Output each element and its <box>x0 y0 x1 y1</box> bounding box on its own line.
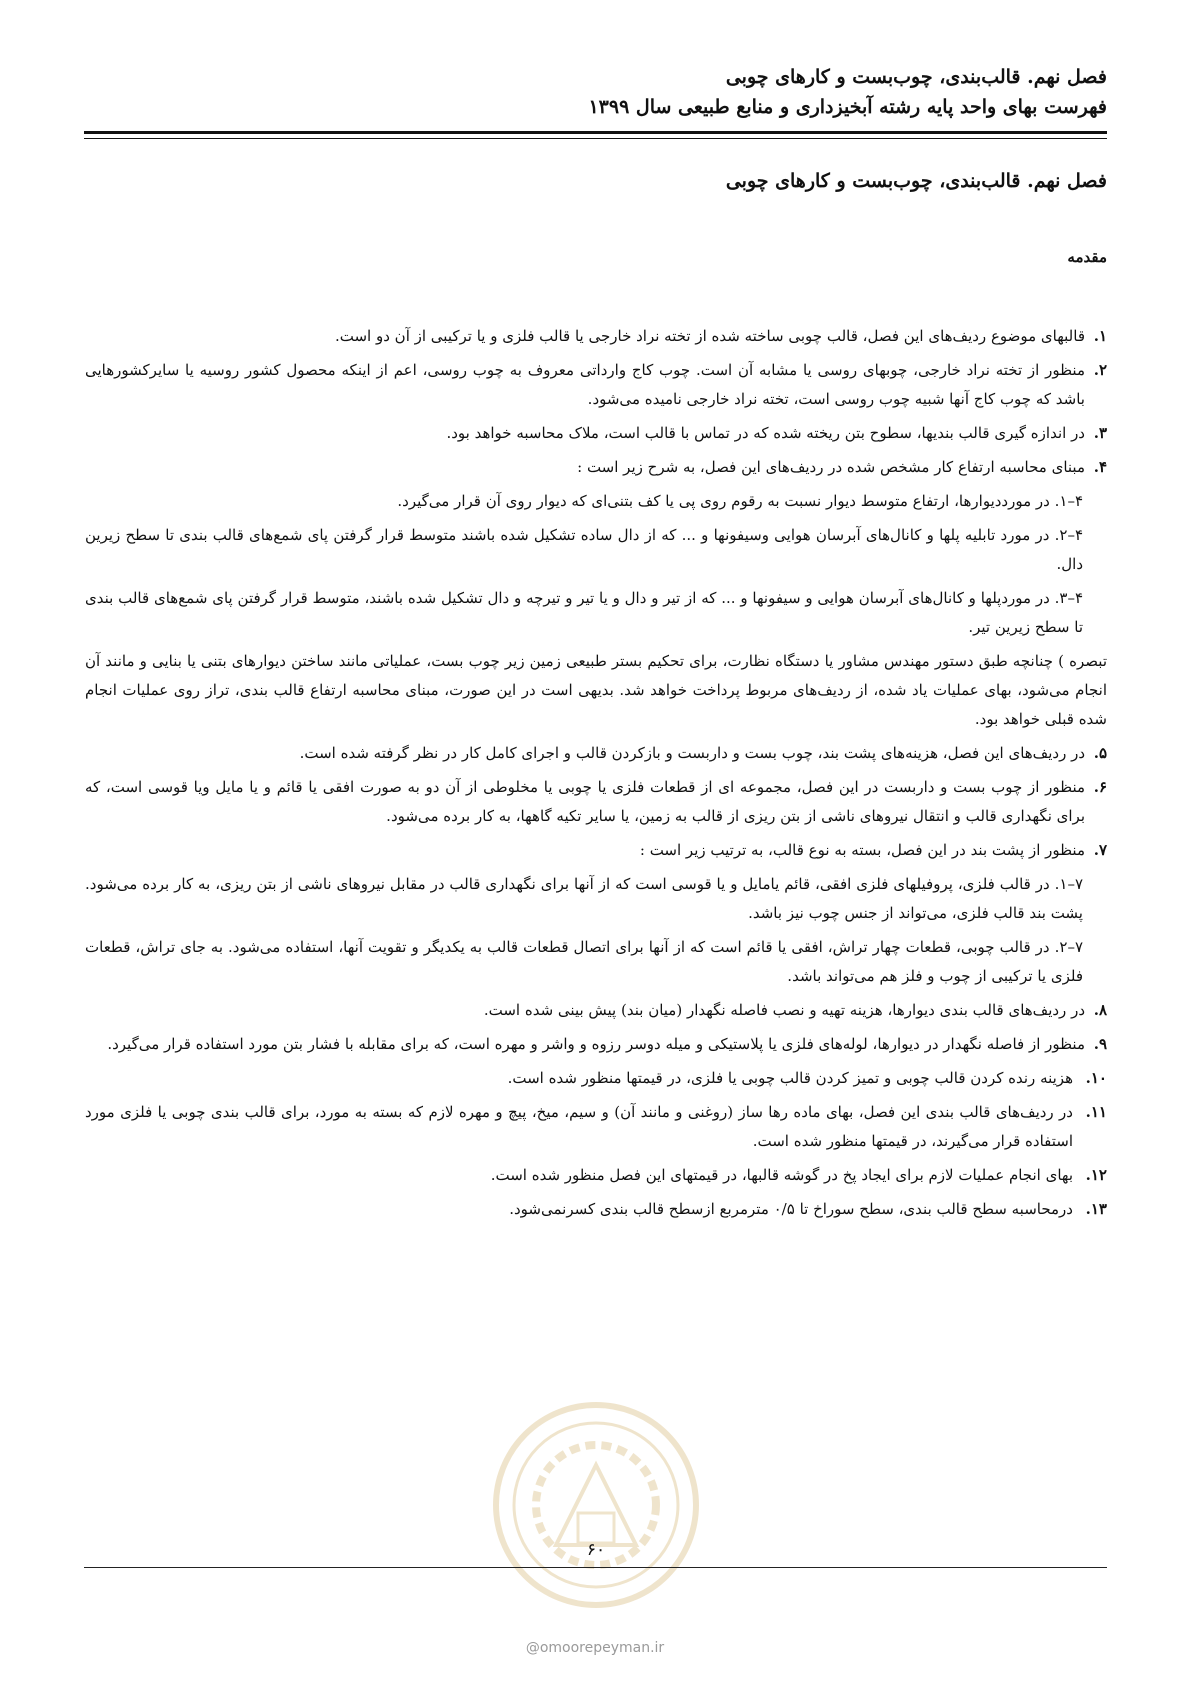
item-number: ۹. <box>1093 1035 1107 1053</box>
sub-item: ۷–۱. در قالب فلزی، پروفیلهای فلزی افقی، قائم یامایل و یا قوسی است که از آنها برای نگهداری قالب در مقابل نیروهای ناشی از بتن ریزی، به کار برده می‌شود. پشت بند قالب فلزی، می‌تواند از جنس چوب نیز باشد. <box>85 875 1083 922</box>
item-number: ۱۱. <box>1085 1103 1107 1121</box>
list-item <box>85 356 1107 414</box>
chapter-title: فصل نهم. قالب‌بندی، چوب‌بست و کارهای چوبی <box>725 170 1107 192</box>
list-item <box>85 1064 1107 1093</box>
item-text: منظور از چوب بست و داربست در این فصل، مجموعه ای از قطعات فلزی یا چوبی یا مخلوطی از آن دو به صورت افقی یا قائم و یا مایل ویا قوسی است، که برای نگهداری قالب و انتقال نیروهای ناشی از بتن ریزی از قالب به زمین، یا سایر تکیه گاهها، به کار برده می‌شود. <box>85 778 1085 825</box>
item-text: در ردیف‌های قالب بندی این فصل، بهای ماده رها ساز (روغنی و مانند آن) و سیم، میخ، پیچ و مهره لازم که بسته به مورد، برای قالب بندی چوبی یا فلزی مورد استفاده قرار می‌گیرند، در قیمتها منظور شده است. <box>85 1103 1073 1150</box>
item-text: در ردیف‌های این فصل، هزینه‌های پشت بند، چوب بست و داربست و بازکردن قالب و اجرای کامل کار در نظر گرفته شده است. <box>299 744 1085 762</box>
item-number: ۴. <box>1093 458 1107 476</box>
header-catalog-title: فهرست بهای واحد پایه رشته آبخیزداری و منابع طبیعی سال ۱۳۹۹ <box>588 96 1107 118</box>
item-number: ۸. <box>1093 1001 1107 1019</box>
sub-item: ۴–۱. در مورددیوارها، ارتفاع متوسط دیوار نسبت به رقوم روی پی یا کف بتنی‌ای که دیوار روی آن قرار می‌گیرد. <box>397 492 1083 510</box>
page-header <box>85 62 1107 122</box>
list-item <box>85 739 1107 768</box>
sub-item: ۴–۳. در موردپلها و کانال‌های آبرسان هوایی و سیفونها و ... که از تیر و دال و یا تیر و تیرچه و دال تشکیل شده باشند، متوسط قرار گرفتن پای شمع‌های قالب بندی تا سطح زیرین تیر. <box>85 589 1083 636</box>
list-item <box>85 773 1107 831</box>
item-number: ۱۲. <box>1085 1166 1107 1184</box>
page-number: ۶۰ <box>586 1540 606 1560</box>
item-text: بهای انجام عملیات لازم برای ایجاد پخ در گوشه قالبها، در قیمتهای این فصل منظور شده است. <box>490 1166 1073 1184</box>
item-text: قالبهای موضوع ردیف‌های این فصل، قالب چوبی ساخته شده از تخته نراد خارجی یا قالب فلزی و یا ترکیبی از آن دو است. <box>334 327 1085 345</box>
item-number: ۲. <box>1093 361 1107 379</box>
item-text: درمحاسبه سطح قالب بندی، سطح سوراخ تا ۰/۵ مترمربع ازسطح قالب بندی کسرنمی‌شود. <box>509 1200 1073 1218</box>
item-number: ۱۰. <box>1085 1069 1107 1087</box>
list-item <box>85 453 1107 482</box>
item-number: ۳. <box>1093 424 1107 442</box>
header-chapter: فصل نهم. قالب‌بندی، چوب‌بست و کارهای چوبی <box>725 66 1107 88</box>
watermark-seal-icon <box>486 1395 706 1615</box>
item-number: ۱۳. <box>1085 1200 1107 1218</box>
document-body <box>85 322 1107 1229</box>
website-watermark: @omoorepeyman.ir <box>525 1640 665 1656</box>
item-text: مبنای محاسبه ارتفاع کار مشخص شده در ردیف‌های این فصل، به شرح زیر است : <box>577 458 1085 476</box>
list-item <box>85 1161 1107 1190</box>
item-text: منظور از فاصله نگهدار در دیوارها، لوله‌های فلزی یا پلاستیکی و میله دوسر رزوه و واشر و مهره است، که برای مقابله با فشار بتن مورد استفاده قرار می‌گیرد. <box>107 1035 1085 1053</box>
list-item <box>85 996 1107 1025</box>
list-item <box>85 1098 1107 1156</box>
footer-divider <box>84 1567 1107 1568</box>
header-divider-thick <box>84 131 1107 134</box>
note-paragraph: تبصره ) چنانچه طبق دستور مهندس مشاور یا دستگاه نظارت، برای تحکیم بستر طبیعی زمین زیر چوب بست، عملیاتی مانند ساختن دیوارهای بتنی یا بنایی و مانند آن انجام می‌شود، بهای عملیات یاد شده، از ردیف‌های مربوط پرداخت خواهد شد. بدیهی است در این صورت، مبنای محاسبه ارتفاع قالب بندی، تراز روی عملیات انجام شده قبلی خواهد بود. <box>85 652 1107 728</box>
item-number: ۶. <box>1093 778 1107 796</box>
item-number: ۱. <box>1093 327 1107 345</box>
intro-heading: مقدمه <box>1067 248 1107 266</box>
item-text: هزینه رنده کردن قالب چوبی و تمیز کردن قالب چوبی یا فلزی، در قیمتها منظور شده است. <box>507 1069 1073 1087</box>
list-item <box>85 419 1107 448</box>
sub-item: ۷–۲. در قالب چوبی، قطعات چهار تراش، افقی یا قائم است که از آنها برای اتصال قطعات قالب به یکدیگر و تقویت آنها، استفاده می‌شود. به جای تراش، قطعات فلزی یا ترکیبی از چوب و فلز هم می‌تواند باشد. <box>85 938 1083 985</box>
list-item <box>85 322 1107 351</box>
list-item <box>85 1195 1107 1224</box>
list-item <box>85 1030 1107 1059</box>
item-text: منظور از پشت بند در این فصل، بسته به نوع قالب، به ترتیب زیر است : <box>639 841 1085 859</box>
item-number: ۵. <box>1093 744 1107 762</box>
item-text: در ردیف‌های قالب بندی دیوارها، هزینه تهیه و نصب فاصله نگهدار (میان بند) پیش بینی شده است. <box>483 1001 1085 1019</box>
item-text: در اندازه گیری قالب بندیها، سطوح بتن ریخته شده که در تماس با قالب است، ملاک محاسبه خواهد بود. <box>446 424 1085 442</box>
list-item <box>85 836 1107 865</box>
header-divider-thin <box>84 138 1107 139</box>
item-text: منظور از تخته نراد خارجی، چوبهای روسی یا مشابه آن است. چوب کاج وارداتی معروف به چوب روسی، اعم از اینکه محصول کشور روسیه یا سایرکشورهایی باشد که چوب کاج آنها شبیه چوب روسی است، تخته نراد خارجی نامیده می‌شود. <box>85 361 1085 408</box>
item-number: ۷. <box>1093 841 1107 859</box>
sub-item: ۴–۲. در مورد تابلیه پلها و کانال‌های آبرسان هوایی وسیفونها و ... که از دال ساده تشکیل شده باشند متوسط قرار گرفتن پای شمع‌های قالب بندی تا سطح زیرین دال. <box>85 526 1083 573</box>
